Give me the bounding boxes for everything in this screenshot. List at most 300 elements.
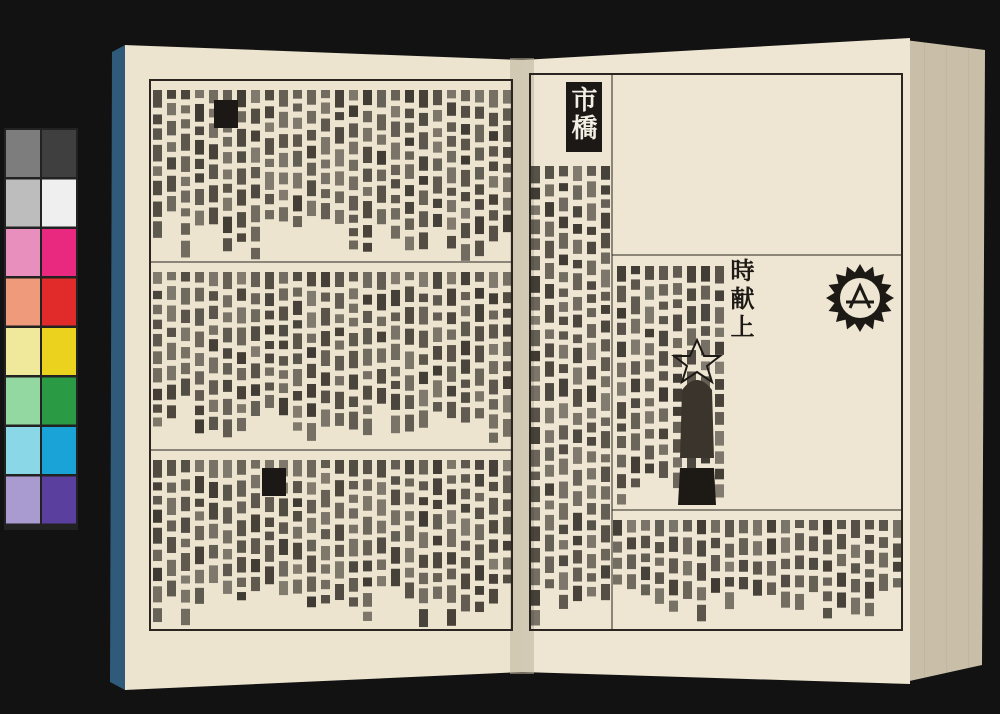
- printed-character: [321, 595, 330, 603]
- printed-character: [167, 498, 176, 515]
- printed-character: [447, 272, 456, 284]
- printed-character: [655, 588, 664, 604]
- printed-character: [209, 208, 218, 225]
- printed-character: [447, 236, 456, 249]
- printed-character: [475, 184, 484, 194]
- printed-character: [209, 325, 218, 334]
- printed-character: [321, 512, 330, 525]
- printed-character: [153, 586, 162, 602]
- printed-character: [559, 403, 568, 418]
- printed-character: [153, 202, 162, 217]
- printed-character: [237, 328, 246, 346]
- printed-character: [349, 215, 358, 223]
- printed-character: [265, 272, 274, 289]
- printed-character: [697, 520, 706, 534]
- printed-character: [251, 460, 260, 469]
- printed-character: [433, 514, 442, 529]
- printed-character: [181, 497, 190, 511]
- printed-character: [181, 134, 190, 151]
- printed-character: [335, 392, 344, 409]
- printed-character: [461, 208, 470, 219]
- printed-character: [673, 338, 682, 348]
- printed-character: [617, 363, 626, 377]
- printed-character: [715, 362, 724, 374]
- printed-character: [251, 363, 260, 378]
- printed-character: [363, 371, 372, 379]
- printed-character: [405, 185, 414, 196]
- printed-character: [279, 539, 288, 555]
- printed-character: [461, 272, 470, 285]
- printed-character: [419, 609, 428, 627]
- printed-character: [293, 320, 302, 328]
- printed-character: [349, 176, 358, 190]
- printed-character: [545, 343, 554, 357]
- printed-character: [545, 383, 554, 401]
- printed-character: [195, 211, 204, 226]
- printed-character: [307, 423, 316, 441]
- printed-character: [293, 288, 302, 297]
- printed-character: [237, 111, 246, 122]
- printed-character: [659, 266, 668, 280]
- printed-character: [587, 203, 596, 220]
- printed-character: [715, 484, 724, 497]
- printed-character: [617, 382, 626, 395]
- printed-character: [307, 500, 316, 513]
- printed-character: [349, 561, 358, 572]
- printed-character: [573, 586, 582, 601]
- printed-character: [335, 293, 344, 309]
- printed-character: [237, 480, 246, 496]
- printed-character: [659, 316, 668, 324]
- printed-character: [531, 472, 540, 480]
- printed-character: [321, 490, 330, 507]
- printed-character: [545, 447, 554, 460]
- printed-character: [195, 526, 204, 540]
- printed-character: [461, 322, 470, 337]
- printed-character: [461, 156, 470, 165]
- printed-character: [673, 283, 682, 295]
- printed-character: [181, 310, 190, 323]
- printed-character: [377, 186, 386, 203]
- printed-character: [559, 345, 568, 359]
- printed-character: [279, 207, 288, 221]
- printed-character: [153, 114, 162, 124]
- printed-character: [377, 537, 386, 553]
- printed-character: [461, 557, 470, 568]
- printed-character: [251, 227, 260, 242]
- printed-character: [349, 142, 358, 155]
- printed-character: [349, 539, 358, 557]
- printed-character: [489, 210, 498, 220]
- printed-character: [363, 243, 372, 252]
- printed-character: [617, 455, 626, 468]
- printed-character: [631, 361, 640, 374]
- printed-character: [475, 602, 484, 612]
- printed-character: [475, 216, 484, 234]
- printed-character: [851, 563, 860, 573]
- printed-character: [293, 391, 302, 401]
- printed-character: [753, 562, 762, 575]
- printed-character: [545, 579, 554, 588]
- printed-character: [489, 574, 498, 584]
- printed-character: [391, 381, 400, 389]
- printed-character: [293, 333, 302, 349]
- printed-character: [573, 297, 582, 311]
- printed-character: [433, 199, 442, 208]
- printed-character: [701, 326, 710, 336]
- printed-character: [153, 496, 162, 505]
- printed-character: [405, 90, 414, 103]
- printed-character: [531, 548, 540, 562]
- printed-character: [279, 288, 288, 300]
- printed-character: [601, 584, 610, 600]
- printed-character: [223, 460, 232, 478]
- printed-character: [823, 608, 832, 618]
- printed-character: [321, 119, 330, 132]
- printed-character: [419, 555, 428, 568]
- printed-character: [293, 301, 302, 315]
- printed-character: [391, 460, 400, 469]
- printed-character: [335, 127, 344, 143]
- printed-character: [573, 368, 582, 385]
- printed-character: [251, 109, 260, 124]
- printed-character: [715, 290, 724, 301]
- printed-character: [363, 349, 372, 366]
- printed-character: [167, 157, 176, 169]
- printed-character: [627, 520, 636, 533]
- printed-character: [223, 564, 232, 576]
- printed-character: [573, 429, 582, 443]
- printed-character: [617, 323, 626, 335]
- printed-character: [419, 90, 428, 108]
- small-seal-box-top: [214, 100, 238, 128]
- printed-character: [447, 312, 456, 324]
- printed-character: [461, 90, 470, 101]
- printed-character: [223, 312, 232, 322]
- printed-character: [391, 569, 400, 586]
- printed-character: [293, 90, 302, 99]
- printed-character: [321, 564, 330, 573]
- printed-character: [181, 272, 190, 282]
- printed-character: [209, 400, 218, 412]
- printed-character: [587, 294, 596, 303]
- printed-character: [503, 272, 512, 286]
- printed-character: [447, 510, 456, 524]
- printed-character: [573, 389, 582, 407]
- printed-character: [167, 121, 176, 135]
- printed-character: [645, 398, 654, 406]
- printed-character: [265, 325, 274, 334]
- printed-character: [865, 569, 874, 577]
- printed-character: [307, 577, 316, 592]
- printed-character: [209, 339, 218, 351]
- printed-character: [279, 112, 288, 128]
- printed-character: [293, 511, 302, 522]
- printed-character: [433, 573, 442, 582]
- printed-character: [447, 489, 456, 504]
- printed-character: [475, 346, 484, 363]
- printed-character: [363, 272, 372, 288]
- printed-character: [419, 272, 428, 287]
- printed-character: [237, 578, 246, 587]
- printed-character: [209, 460, 218, 478]
- printed-character: [879, 574, 888, 591]
- printed-character: [293, 406, 302, 418]
- printed-character: [251, 493, 260, 508]
- printed-character: [753, 580, 762, 596]
- printed-character: [461, 359, 470, 373]
- printed-character: [237, 501, 246, 513]
- printed-character: [223, 399, 232, 415]
- printed-character: [601, 199, 610, 208]
- printed-character: [181, 105, 190, 113]
- printed-character: [573, 315, 582, 328]
- printed-character: [587, 343, 596, 360]
- printed-character: [349, 412, 358, 430]
- printed-character: [167, 196, 176, 211]
- printed-character: [489, 113, 498, 127]
- printed-character: [475, 524, 484, 540]
- printed-character: [475, 167, 484, 180]
- printed-character: [461, 380, 470, 388]
- printed-character: [559, 183, 568, 191]
- printed-character: [627, 574, 636, 589]
- printed-character: [363, 128, 372, 142]
- printed-character: [307, 272, 316, 286]
- printed-character: [587, 227, 596, 235]
- printed-character: [559, 166, 568, 176]
- printed-character: [167, 520, 176, 531]
- printed-character: [447, 136, 456, 147]
- printed-character: [223, 363, 232, 375]
- printed-character: [823, 560, 832, 571]
- printed-character: [631, 413, 640, 429]
- printed-character: [531, 427, 540, 444]
- printed-character: [391, 90, 400, 101]
- printed-character: [601, 339, 610, 351]
- printed-character: [265, 293, 274, 306]
- printed-character: [659, 284, 668, 295]
- printed-character: [363, 540, 372, 555]
- printed-character: [251, 326, 260, 341]
- printed-character: [209, 291, 218, 301]
- printed-character: [433, 327, 442, 342]
- printed-character: [587, 554, 596, 568]
- printed-character: [659, 302, 668, 310]
- printed-character: [419, 113, 428, 126]
- printed-character: [489, 482, 498, 491]
- printed-character: [181, 156, 190, 172]
- printed-character: [865, 520, 874, 529]
- printed-character: [237, 233, 246, 241]
- printed-character: [573, 206, 582, 217]
- printed-character: [475, 241, 484, 256]
- printed-character: [645, 359, 654, 371]
- printed-character: [503, 125, 512, 142]
- printed-character: [711, 555, 720, 571]
- printed-character: [391, 367, 400, 377]
- printed-character: [503, 419, 512, 437]
- printed-character: [307, 312, 316, 327]
- printed-character: [531, 351, 540, 361]
- printed-character: [725, 592, 734, 609]
- printed-character: [573, 273, 582, 290]
- printed-character: [363, 328, 372, 344]
- printed-character: [335, 341, 344, 350]
- printed-character: [489, 433, 498, 443]
- printed-character: [181, 223, 190, 235]
- printed-character: [405, 218, 414, 229]
- printed-character: [293, 216, 302, 227]
- printed-character: [489, 176, 498, 188]
- printed-character: [279, 341, 288, 350]
- printed-character: [349, 228, 358, 236]
- printed-character: [293, 580, 302, 594]
- printed-character: [279, 325, 288, 336]
- color-swatch: [6, 378, 40, 425]
- printed-character: [573, 348, 582, 363]
- printed-character: [545, 202, 554, 217]
- printed-character: [893, 543, 902, 557]
- color-swatch: [6, 328, 40, 375]
- printed-character: [349, 375, 358, 390]
- printed-character: [237, 168, 246, 184]
- printed-character: [641, 520, 650, 531]
- printed-character: [349, 90, 358, 100]
- printed-character: [503, 499, 512, 511]
- printed-character: [447, 200, 456, 212]
- printed-character: [545, 305, 554, 323]
- printed-character: [181, 590, 190, 603]
- printed-character: [601, 431, 610, 448]
- printed-character: [223, 272, 232, 289]
- printed-character: [363, 419, 372, 435]
- printed-character: [405, 395, 414, 409]
- printed-character: [153, 145, 162, 162]
- printed-character: [377, 170, 386, 182]
- printed-character: [613, 520, 622, 536]
- printed-character: [461, 306, 470, 316]
- printed-character: [251, 131, 260, 142]
- printed-character: [293, 272, 302, 281]
- printed-character: [673, 374, 682, 383]
- printed-character: [209, 545, 218, 559]
- printed-character: [279, 383, 288, 393]
- printed-character: [461, 192, 470, 201]
- printed-character: [475, 107, 484, 119]
- printed-character: [391, 290, 400, 306]
- printed-character: [307, 201, 316, 216]
- printed-character: [223, 328, 232, 343]
- printed-character: [489, 146, 498, 156]
- printed-character: [573, 166, 582, 181]
- printed-character: [195, 90, 204, 98]
- printed-character: [251, 559, 260, 572]
- printed-character: [307, 291, 316, 306]
- printed-character: [531, 526, 540, 541]
- printed-character: [559, 233, 568, 249]
- printed-character: [865, 535, 874, 544]
- printed-character: [461, 518, 470, 535]
- printed-character: [167, 581, 176, 597]
- printed-character: [475, 326, 484, 341]
- printed-character: [335, 525, 344, 541]
- printed-character: [363, 169, 372, 182]
- printed-character: [461, 292, 470, 300]
- printed-character: [349, 578, 358, 592]
- printed-character: [321, 272, 330, 287]
- printed-character: [645, 379, 654, 392]
- printed-character: [489, 520, 498, 533]
- printed-character: [461, 574, 470, 590]
- printed-character: [489, 226, 498, 242]
- printed-character: [349, 495, 358, 503]
- printed-character: [447, 569, 456, 580]
- printed-character: [753, 541, 762, 555]
- printed-character: [711, 538, 720, 548]
- printed-character: [209, 272, 218, 286]
- printed-character: [697, 587, 706, 600]
- printed-character: [363, 225, 372, 237]
- printed-character: [475, 391, 484, 401]
- printed-character: [153, 334, 162, 346]
- printed-character: [601, 213, 610, 229]
- printed-character: [461, 106, 470, 118]
- printed-character: [279, 581, 288, 595]
- printed-character: [601, 525, 610, 542]
- printed-character: [503, 215, 512, 232]
- printed-character: [209, 185, 218, 202]
- printed-character: [447, 102, 456, 115]
- printed-character: [405, 352, 414, 370]
- printed-character: [167, 305, 176, 321]
- printed-character: [447, 609, 456, 626]
- printed-character: [503, 475, 512, 493]
- printed-character: [475, 199, 484, 210]
- printed-character: [419, 532, 428, 548]
- printed-character: [489, 380, 498, 395]
- printed-character: [587, 308, 596, 317]
- printed-character: [251, 401, 260, 416]
- printed-character: [321, 160, 330, 169]
- printed-character: [559, 364, 568, 373]
- printed-character: [715, 342, 724, 355]
- printed-character: [587, 324, 596, 338]
- printed-character: [251, 272, 260, 287]
- printed-character: [279, 272, 288, 284]
- printed-character: [683, 561, 692, 575]
- printed-character: [405, 415, 414, 432]
- printed-character: [363, 90, 372, 105]
- printed-character: [195, 570, 204, 583]
- printed-character: [489, 162, 498, 172]
- printed-character: [617, 494, 626, 504]
- printed-character: [209, 482, 218, 498]
- printed-character: [265, 354, 274, 364]
- printed-character: [167, 405, 176, 418]
- printed-character: [447, 585, 456, 602]
- printed-character: [433, 366, 442, 376]
- printed-character: [587, 408, 596, 419]
- printed-character: [545, 263, 554, 279]
- printed-character: [223, 198, 232, 211]
- printed-character: [433, 536, 442, 546]
- printed-character: [673, 407, 682, 416]
- printed-character: [153, 221, 162, 238]
- printed-character: [701, 266, 710, 282]
- printed-character: [223, 530, 232, 543]
- printed-character: [475, 272, 484, 282]
